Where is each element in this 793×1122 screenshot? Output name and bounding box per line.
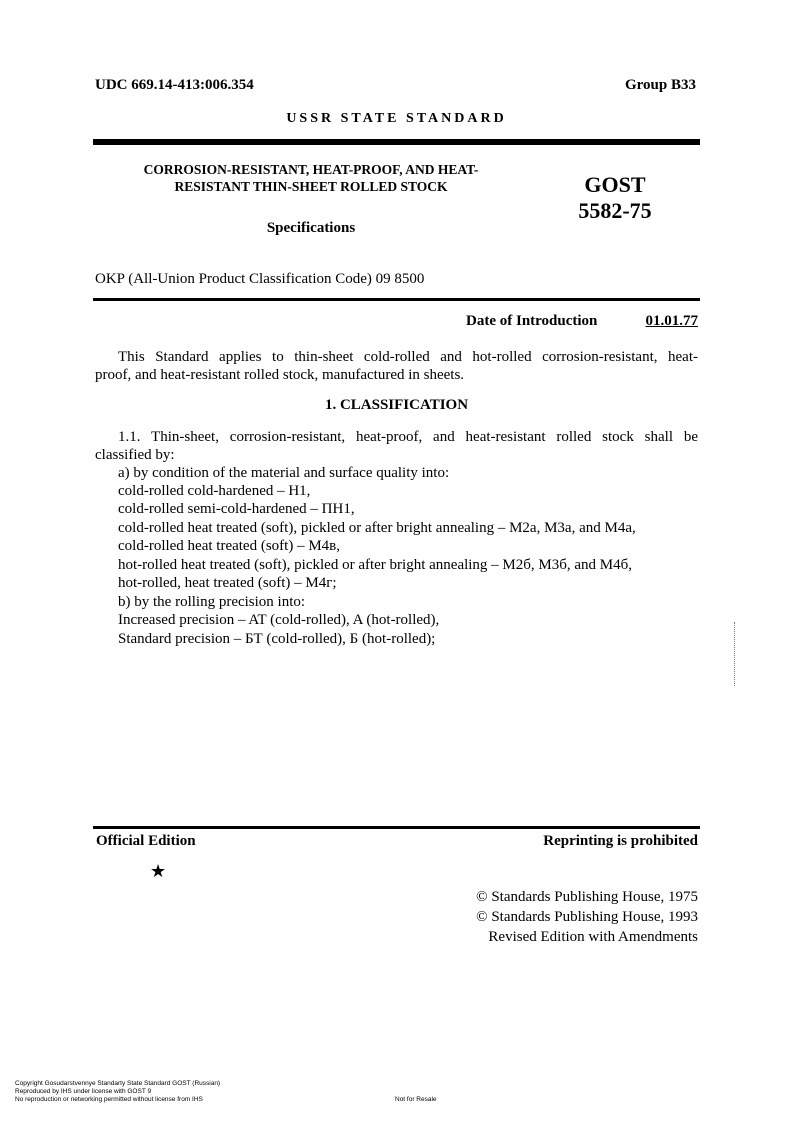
classification-intro-line-1: 1.1. Thin-sheet, corrosion-resistant, heat-proof, and heat-resistant rolled stock shall be [118, 429, 698, 445]
classification-item: hot-rolled, heat treated (soft) – M4г; [118, 575, 337, 591]
okp-code: OKP (All-Union Product Classification Code) 09 8500 [95, 271, 425, 287]
classification-item: cold-rolled heat treated (soft) – M4в, [118, 538, 341, 554]
revised-edition: Revised Edition with Amendments [488, 929, 698, 945]
star-icon: ★ [150, 861, 167, 881]
margin-mark [734, 622, 738, 686]
classification-item: Increased precision – AT (cold-rolled), A (hot-rolled), [118, 612, 440, 628]
title-line-1: CORROSION-RESISTANT, HEAT-PROOF, AND HEAT- [143, 162, 479, 177]
group-code: Group B33 [625, 77, 696, 93]
scope-paragraph [95, 348, 698, 384]
document-title [95, 161, 527, 195]
classification-item: Standard precision – БТ (cold-rolled), Б (hot-rolled); [118, 631, 436, 647]
copyright-line-2: © Standards Publishing House, 1993 [476, 909, 698, 925]
footer-line-1: Copyright Gosudarstvennye Standarty State Standard GOST (Russian) [15, 1080, 221, 1087]
scope-line-1: This Standard applies to thin-sheet cold-rolled and hot-rolled corrosion-resistant, heat- [118, 349, 698, 365]
classification-intro [95, 428, 698, 464]
gost-number: 5582-75 [578, 198, 652, 223]
gost-label: GOST [584, 172, 646, 197]
copyright-block [476, 887, 698, 947]
standard-type: USSR STATE STANDARD [286, 111, 507, 126]
not-for-resale: Not for Resale [395, 1096, 437, 1103]
classification-intro-line-2: classified by: [95, 447, 175, 463]
classification-item: cold-rolled heat treated (soft), pickled or after bright annealing – M2a, M3a, and M4a, [118, 520, 636, 536]
copyright-line-1: © Standards Publishing House, 1975 [476, 889, 698, 905]
footer-line-3: No reproduction or networking permitted without license from IHS [15, 1096, 203, 1103]
introduction-label: Date of Introduction [466, 313, 598, 329]
official-edition: Official Edition [96, 833, 196, 849]
rule-above-edition [93, 826, 700, 829]
introduction-date: 01.01.77 [645, 313, 698, 329]
footer-copyright [15, 1080, 220, 1104]
gost-designation [560, 172, 670, 224]
classification-item: cold-rolled semi-cold-hardened – ПН1, [118, 501, 355, 517]
classification-heading: 1. CLASSIFICATION [324, 397, 469, 413]
rule-under-okp [93, 298, 700, 301]
footer-line-2: Reproduced by IHS under license with GOST 9 [15, 1088, 152, 1095]
classification-item: a) by condition of the material and surface quality into: [118, 465, 450, 481]
classification-item: hot-rolled heat treated (soft), pickled or after bright annealing – M2б, M3б, and M4б, [118, 557, 632, 573]
thick-rule-top [93, 139, 700, 145]
title-line-2: RESISTANT THIN-SHEET ROLLED STOCK [174, 179, 448, 194]
scope-line-2: proof, and heat-resistant rolled stock, manufactured in sheets. [95, 367, 465, 383]
reprinting-notice: Reprinting is prohibited [543, 833, 698, 849]
document-subtitle: Specifications [266, 220, 356, 236]
udc-code: UDC 669.14-413:006.354 [95, 77, 254, 93]
classification-item: cold-rolled cold-hardened – H1, [118, 483, 311, 499]
classification-item: b) by the rolling precision into: [118, 594, 306, 610]
